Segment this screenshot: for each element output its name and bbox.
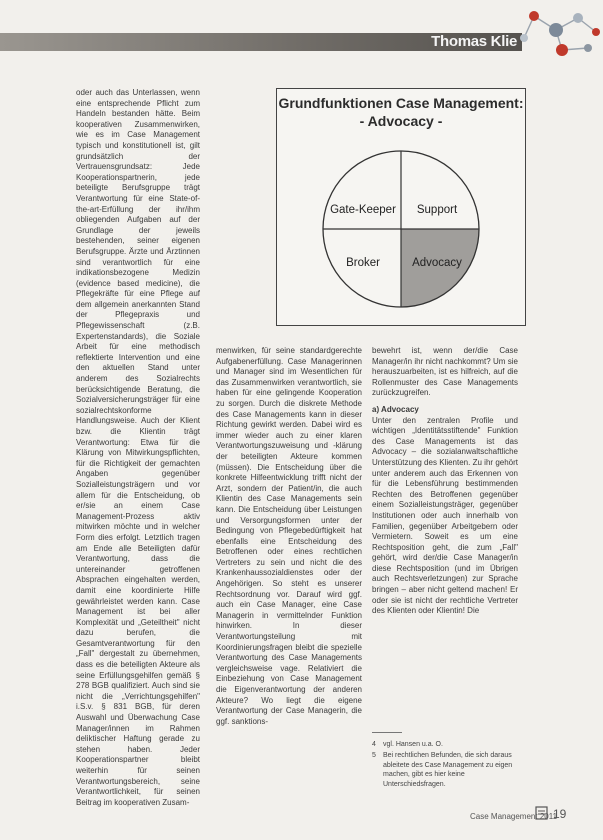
footnote-text: vgl. Hansen u.a. O. [383, 741, 443, 748]
text-column-2 [216, 346, 362, 727]
quadrant-support-label: Support [416, 204, 458, 216]
footnotes [372, 740, 518, 791]
advocacy-figure [276, 88, 526, 326]
quadrant-broker-label: Broker [346, 257, 380, 269]
footnote-divider [372, 732, 402, 733]
page-number: 19 [553, 807, 567, 821]
figure-subtitle: - Advocacy - [359, 113, 443, 129]
quadrant-advocacy-label: Advocacy [412, 257, 462, 269]
footnote [372, 740, 518, 749]
page-icon [535, 806, 548, 820]
author-name: Thomas Klie [431, 33, 517, 50]
text-column-1 [76, 88, 200, 808]
column-2-paragraph: menwirken, für seine standardgerechte Aufgabenerfüllung. Case Managerinnen und Manager sind im Wesentlichen für das Zusammenwirken verantwortlich, sie haben für eine gelingende Kooperation zu sorgen. Durch die diskrete Methode des Case Managements kann in dieser Richtung gewirkt werden. Dabei wird es immer wieder auch zu einer klaren Verantwortungszuweisung und -klärung der beteiligten Akteure kommen (müssen). Die Entscheidung über die konkrete Hilfeentwicklung trifft nicht der Arzt, sondern der Patient/in, die auch Klientin des Case Managements sein kann. Die Entscheidung über Leistungen und Versorgungsformen unter der Bedingung von Pflegebedürftigkeit hat ebenfalls eine Entscheidung des Betroffenen oder eines rechtlichen Vertreters zu sein und nicht die des Krankenhaussozialdienstes oder der Angehörigen. So steht es unserer Rechtsordnung vor. Darauf wird ggf. auch ein Case Manager, eine Case Managerin in vermittelnder Funktion hinwirken. In dieser Verantwortungsteilung mit Koordinierungsfragen bleibt die spezielle Verantwortung des Case Managements vergleichsweise vage. Relativiert die Einbeziehung von Case Management die Eigenverantwortung der anderen Akteure? Wo liegt die eigene Verantwortung der Case Managerin, die ggf. sanktions- [216, 346, 362, 726]
figure-title: Grundfunktionen Case Management: [278, 95, 524, 111]
footnote-text: Bei rechtlichen Befunden, die sich daraus ableitete des Case Management zu eigen machen, gibt es hier keine Unterschiedsfragen. [383, 752, 513, 788]
column-1-paragraph: oder auch das Unterlassen, wenn eine entsprechende Pflicht zum Handeln bestanden hätte. Beim kooperativen Zusammenwirken, wie es im Case Management typisch und konstitutionell ist, gilt grundsätzlich der Vertrauensgrundsatz: Jede Kooperationspartnerin, jede beteiligte Berufsgruppe trägt Verantwortung für eine State-of-the-art-Erfüllung der ihr/ihm obliegenden Aufgaben auf der Grundlage der jeweils bestehenden, seiner eigenen Berufsgruppe. Ärzte und Ärztinnen sind verantwortlich für eine indikationsbezogene Medizin (evidence based medicine), die Pflegekräfte für eine Pflege auf dem allgemein anerkannten Stand der Pflegepraxis und Pflegewissenschaft (z.B. Expertenstandards), die Soziale Arbeit für eine methodisch reflektierte Intervention und eine den aktuellen Stand unter anderem des Sozialrechts berücksichtigende Beratung, die Sozialversicherungsträger für eine sozialrechtskonforme Handlungsweise. Auch der Klient bzw. die Klientin trägt Verantwortung: Etwa für die Klärung von Mitwirkungspflichten, für die Richtigkeit der gemachten Angaben gegenüber Sozialleistungsträgern und vor allem für die Entscheidung, ob er/sie an einem Case Management-Prozess aktiv mitwirken möchte und in welcher Form dies erfolgt. Letztlich tragen am Ende alle Beteiligten dafür Verantwortung, dass die untereinander getroffenen Absprachen eingehalten werden, damit eine koordinierte Hilfe gewährleistet werden kann. Case Management ist bei aller Komplexität und „Geteiltheit" nicht dazu berufen, die Gesamtverantwortung für den „Fall" dergestalt zu übernehmen, dass es die beteiligten Akteure als seine Erfüllungsgehilfen gemäß § 278 BGB qualifiziert. Auch sind sie nicht die „Verrichtungsgehilfen" i.S.v. § 831 BGB, für deren Auswahl und Überwachung Case Manager/innen im Rahmen deliktischer Haftung gerade zu stehen haben. Jeder Kooperationspartner bleibt weiterhin für seinen Verantwortungsbereich, seine Verantwortlichkeit, für seinen Beitrag im kooperativen Zusam- [76, 88, 200, 807]
section-heading-advocacy: a) Advocacy [372, 404, 419, 414]
text-column-3 [372, 346, 518, 617]
molecule-logo-graphic [516, 4, 603, 60]
column-3-paragraph-2: Unter den zentralen Profile und wichtigen „Identitätsstiftende" Funktion des Case Managements ist das Advocacy – die sozialanwaltschaftliche Unterstützung des Klienten. Zu ihr gehört unter anderem auch das Erkennen von für die Lebensführung bestimmenden Rechten des Betroffenen gegenüber einem Sozialleistungsträger, gegenüber Institutionen oder auch innerhalb von Familien, gegenüber Arbeitgebern oder Vermietern. Soweit es um eine Rechtsposition geht, die zum „Fall" gehört, wird der/die Case Manager/in diese Rechtsposition (und im Übrigen auch Rechtsverletzungen) zur Sprache bringen – aber nicht geltend machen! Er oder sie ist nicht der rechtliche Vertreter des Klienten oder Klientin! Die [372, 415, 518, 616]
footnote [372, 751, 518, 789]
quadrant-gatekeeper-label: Gate-Keeper [330, 204, 396, 216]
column-3-paragraph-1: bewehrt ist, wenn der/die Case Manager/in ihr nicht nachkommt? Um sie herauszuarbeiten, ist es hilfreich, auf die Rollenmuster des Case Managements zurückzugreifen. [372, 346, 518, 398]
quadrant-circle [277, 89, 525, 325]
footnote-number: 5 [372, 752, 376, 760]
journal-name: Case Management 2011 [470, 812, 558, 821]
footnote-number: 4 [372, 741, 376, 748]
